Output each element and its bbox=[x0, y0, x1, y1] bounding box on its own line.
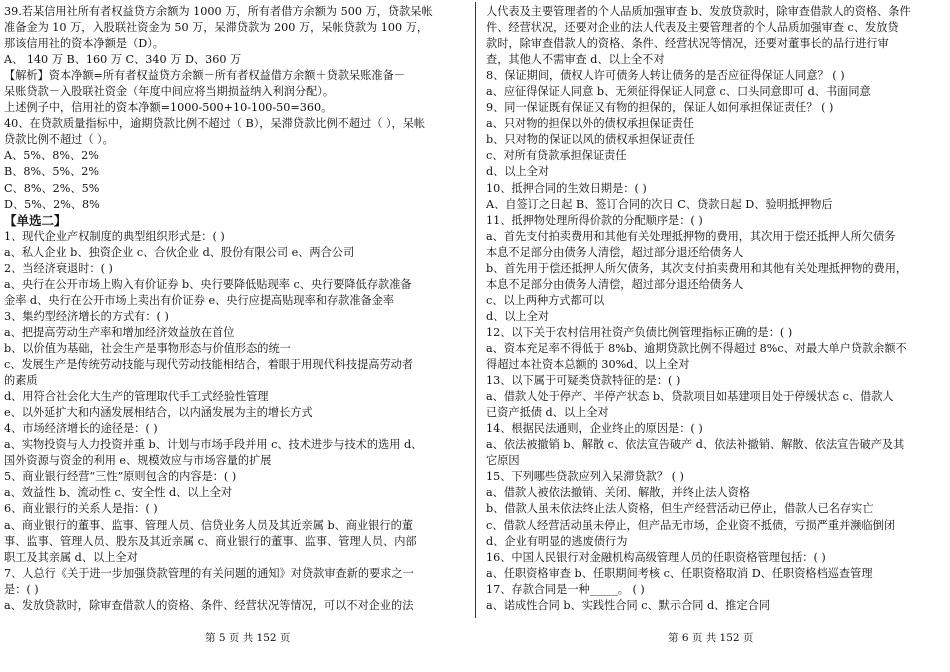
text-line: 16、中国人民银行对金融机构高级管理人员的任职资格管理包括：( ) bbox=[486, 550, 826, 564]
text-line: b、以价值为基础，社会生产是事物形态与价值形态的统一 bbox=[4, 341, 291, 355]
text-line: 职工及其亲属 d、以上全对 bbox=[4, 550, 138, 564]
text-line: 呆账贷款－入股联社资金（年度中间应将当期损益纳入利润分配）。 bbox=[4, 85, 335, 99]
text-line: 12、以下关于农村信用社资产负债比例管理指标正确的是：( ) bbox=[486, 325, 793, 339]
column-divider bbox=[475, 2, 476, 618]
text-line: 6、商业银行的关系人是指：( ) bbox=[4, 502, 158, 516]
text-line: 11、抵押物处理所得价款的分配顺序是：( ) bbox=[486, 213, 703, 227]
text-line: 金率 d、央行在公开市场上卖出有价证券 e、央行应提高贴现率和存款准备金率 bbox=[4, 293, 395, 307]
text-line: b、只对物的保证以风的债权承担保证责任 bbox=[486, 133, 695, 147]
text-line: C、8%、2%、5% bbox=[4, 181, 100, 195]
text-line: 上述例子中，信用社的资本净额=1000-500+10-100-50=360。 bbox=[4, 101, 333, 115]
text-line: b、借款人虽未依法终止法人资格，但生产经营活动已停止，借款人已名存实亡 bbox=[486, 502, 874, 516]
text-line: a、把提高劳动生产率和增加经济效益放在首位 bbox=[4, 325, 235, 339]
text-line: a、效益性 b、流动性 c、安全性 d、以上全对 bbox=[4, 486, 233, 500]
text-line: 14、根据民法通则，企业终止的原因是：( ) bbox=[486, 422, 703, 436]
text-line: 9、同一保证既有保证又有物的担保的，保证人如何承担保证责任？ ( ) bbox=[486, 101, 834, 115]
text-line: 8、保证期间，债权人许可债务人转让债务的是否应征得保证人同意？ ( ) bbox=[486, 69, 845, 83]
text-line: a、依法被撤销 b、解散 c、依法宣告破产 d、依法补撤销、解散、依法宣告破产及其 bbox=[486, 438, 905, 452]
text-line: d、企业有明显的逃废债行为 bbox=[486, 534, 628, 548]
text-line: 事、监事、管理人员、股东及其近亲属 c、商业银行的董事、监事、管理人员、内部 bbox=[4, 534, 417, 548]
text-line: A、 140 万 B、160 万 C、340 万 D、360 万 bbox=[4, 53, 242, 67]
left-column bbox=[4, 4, 462, 614]
text-line: 准备金为 10 万，入股联社资金为 50 万，呆滞贷款为 200 万，呆帐贷款为 100 万， bbox=[4, 21, 429, 35]
text-line: c、发展生产是传统劳动技能与现代劳动技能相结合，着眼于用现代科技提高劳动者 bbox=[4, 358, 414, 372]
text-line: a、借款人被依法撤销、关闭、解散，并终止法人资格 bbox=[486, 486, 750, 500]
text-line: 件、经营状况，还要对企业的法人代表及主要管理者的个人品质加强审查 c、发放贷 bbox=[486, 21, 899, 35]
text-line: c、以上两种方式都可以 bbox=[486, 293, 605, 307]
text-line: d、用符合社会化大生产的管理取代手工式经验性管理 bbox=[4, 390, 269, 404]
text-line: 国外资源与资金的利用 e、规模效应与市场容量的扩展 bbox=[4, 454, 272, 468]
text-line: a、诺成性合同 b、实践性合同 c、默示合同 d、推定合同 bbox=[486, 598, 771, 612]
text-line: a、央行在公开市场上购入有价证券 b、央行要降低贴现率 c、央行要降低存款准备 bbox=[4, 277, 412, 291]
text-line: d、以上全对 bbox=[486, 165, 550, 179]
text-line: 款时，除审查借款人的资格、条件、经营状况等情况，还要对董事长的品行进行审 bbox=[486, 37, 889, 51]
page-number-left: 第 5 页 共 152 页 bbox=[205, 632, 291, 644]
text-line: 15、下列哪些贷款应列入呆滞贷款？ ( ) bbox=[486, 470, 684, 484]
text-line: 4、市场经济增长的途径是：( ) bbox=[4, 422, 158, 436]
text-line: e、以外延扩大和内涵发展相结合，以内涵发展为主的增长方式 bbox=[4, 406, 313, 420]
text-line: 本息不足部分由债务人清偿，超过部分退还给债务人 bbox=[486, 245, 744, 259]
text-line: c、对所有贷款承担保证责任 bbox=[486, 149, 627, 163]
text-line: B、8%、5%、2% bbox=[4, 165, 100, 179]
text-line: 7、人总行《关于进一步加强贷款管理的有关问题的通知》对贷款审查新的要求之一 bbox=[4, 566, 414, 580]
right-column bbox=[486, 4, 944, 614]
text-line: 的素质 bbox=[4, 374, 38, 388]
text-line: a、只对物的担保以外的债权承担保证责任 bbox=[486, 117, 695, 131]
section-heading: 【单选二】 bbox=[4, 212, 67, 228]
text-line: a、发放贷款时，除审查借款人的资格、条件、经营状况等情况，可以不对企业的法 bbox=[4, 598, 414, 612]
text-line: 是：( ) bbox=[4, 582, 39, 596]
text-line: 【解析】资本净额=所有者权益贷方余额－所有者权益借方余额＋贷款呆账准备－ bbox=[4, 69, 405, 83]
text-line: 已资产抵债 d、以上全对 bbox=[486, 406, 609, 420]
text-line: 2、当经济衰退时：( ) bbox=[4, 261, 113, 275]
text-line: 1、现代企业产权制度的典型组织形式是：( ) bbox=[4, 229, 225, 243]
text-line: 40、在贷款质量指标中，逾期贷款比例不超过（ B），呆滞贷款比例不超过（ ），呆帐 bbox=[4, 117, 426, 131]
text-line: a、资本充足率不得低于 8%b、逾期贷款比例不得超过 8%c、对最大单户贷款余额不 bbox=[486, 341, 907, 355]
text-line: 10、抵押合同的生效日期是：( ) bbox=[486, 181, 647, 195]
text-line: D、5%、2%、8% bbox=[4, 197, 100, 211]
text-line: c、借款人经营活动虽未停止，但产品无市场，企业资不抵债，亏损严重并濒临倒闭 bbox=[486, 518, 896, 532]
text-line: 本息不足部分由债务人清偿，超过部分退还给债务人 bbox=[486, 277, 744, 291]
text-line: a、应征得保证人同意 b、无须征得保证人同意 c、口头同意即可 d、书面同意 bbox=[486, 85, 871, 99]
text-line: b、首先用于偿还抵押人所欠债务，其次支付拍卖费用和其他有关处理抵押物的费用， bbox=[486, 261, 908, 275]
text-line: 39.若某信用社所有者权益贷方余额为 1000 万，所有者借方余额为 500 万，贷款呆帐 bbox=[4, 5, 433, 18]
text-line: a、首先支付拍卖费用和其他有关处理抵押物的费用，其次用于偿还抵押人所欠债务 bbox=[486, 229, 896, 243]
text-line: a、实物投资与人力投资并重 b、计划与市场手段并用 c、技术进步与技术的选用 d、 bbox=[4, 438, 423, 452]
text-line: 得超过本社资本总额的 30%d、以上全对 bbox=[486, 358, 690, 372]
text-line: 查，其他人不需审查 d、以上全不对 bbox=[486, 53, 665, 67]
text-line: A、自签订之日起 B、签订合同的次日 C、贷款日起 D、验明抵押物后 bbox=[486, 197, 833, 211]
text-line: 17、存款合同是一种_____。 ( ) bbox=[486, 582, 645, 596]
text-line: a、借款人处于停产、半停产状态 b、贷款项目如基建项目处于停缓状态 c、借款人 bbox=[486, 390, 894, 404]
text-line: 人代表及主要管理者的个人品质加强审查 b、发放贷款时，除审查借款人的资格、条件 bbox=[486, 5, 911, 18]
text-line: 3、集约型经济增长的方式有：( ) bbox=[4, 309, 169, 323]
text-line: 5、商业银行经营“三性”原则包含的内容是：( ) bbox=[4, 470, 237, 484]
text-line: 贷款比例不超过（ ）。 bbox=[4, 133, 114, 147]
text-line: d、以上全对 bbox=[486, 309, 550, 323]
text-line: 它原因 bbox=[486, 454, 520, 468]
text-line: 13、以下属于可疑类贷款特征的是：( ) bbox=[486, 374, 681, 388]
text-line: A、5%、8%、2% bbox=[4, 149, 99, 163]
page-number-right: 第 6 页 共 152 页 bbox=[668, 632, 754, 644]
text-line: a、商业银行的董事、监事、管理人员、信贷业务人员及其近亲属 b、商业银行的董 bbox=[4, 518, 413, 532]
text-line: 那该信用社的资本净额是（D）。 bbox=[4, 37, 164, 51]
text-line: a、私人企业 b、独资企业 c、合伙企业 d、股份有限公司 e、两合公司 bbox=[4, 245, 355, 259]
text-line: a、任职资格审查 b、任职期间考核 c、任职资格取消 D、任职资格档巡查管理 bbox=[486, 566, 873, 580]
